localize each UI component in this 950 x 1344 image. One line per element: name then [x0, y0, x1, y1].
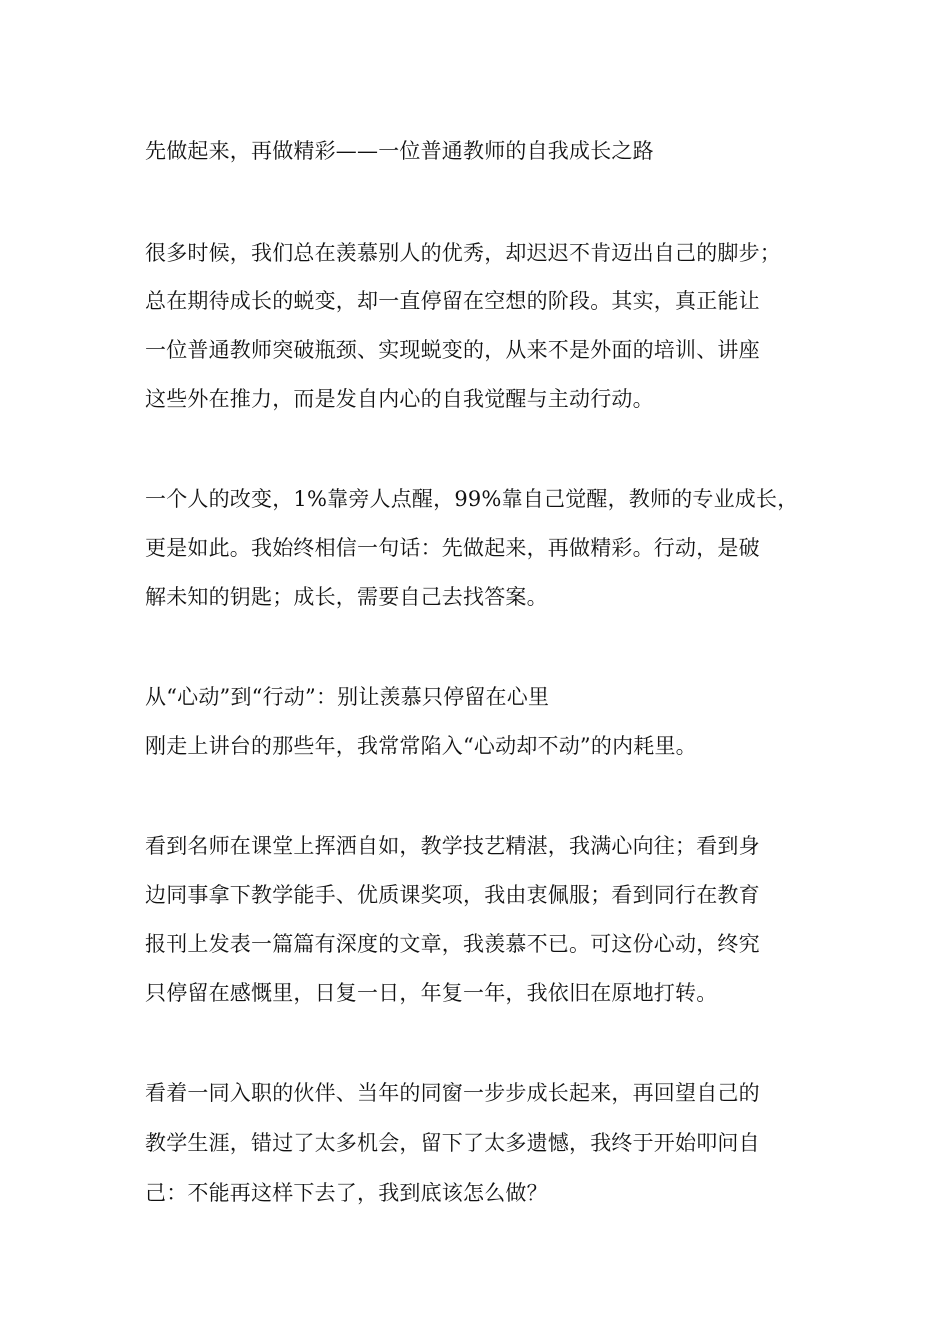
paragraph-line: 只停留在感慨里，日复一日，年复一年，我依旧在原地打转。	[145, 981, 718, 1005]
paragraph-line: 看着一同入职的伙伴、当年的同窗一步步成长起来，再回望自己的	[145, 1081, 760, 1105]
document-title: 先做起来，再做精彩——一位普通教师的自我成长之路	[145, 139, 654, 163]
paragraph-line: 教学生涯，错过了太多机会，留下了太多遗憾，我终于开始叩问自	[145, 1131, 760, 1155]
paragraph-line: 解未知的钥匙；成长，需要自己去找答案。	[145, 585, 548, 609]
paragraph-line: 边同事拿下教学能手、优质课奖项，我由衷佩服；看到同行在教育	[145, 883, 760, 907]
paragraph-line: 己：不能再这样下去了，我到底该怎么做？	[145, 1181, 548, 1205]
paragraph-line: 报刊上发表一篇篇有深度的文章，我羡慕不已。可这份心动，终究	[145, 932, 760, 956]
paragraph-line: 很多时候，我们总在羡慕别人的优秀，却迟迟不肯迈出自己的脚步；	[145, 241, 781, 265]
paragraph-line: 一个人的改变，1%靠旁人点醒，99%靠自己觉醒，教师的专业成长，	[145, 487, 799, 511]
paragraph-line: 总在期待成长的蜕变，却一直停留在空想的阶段。其实，真正能让	[145, 289, 760, 313]
paragraph-line: 一位普通教师突破瓶颈、实现蜕变的，从来不是外面的培训、讲座	[145, 338, 760, 362]
paragraph-line: 更是如此。我始终相信一句话：先做起来，再做精彩。行动，是破	[145, 536, 760, 560]
section-heading: 从“心动”到“行动”：别让羡慕只停留在心里	[145, 685, 550, 709]
paragraph-line: 看到名师在课堂上挥洒自如，教学技艺精湛，我满心向往；看到身	[145, 834, 760, 858]
paragraph-line: 刚走上讲台的那些年，我常常陷入“心动却不动”的内耗里。	[145, 734, 697, 758]
paragraph-line: 这些外在推力，而是发自内心的自我觉醒与主动行动。	[145, 387, 654, 411]
